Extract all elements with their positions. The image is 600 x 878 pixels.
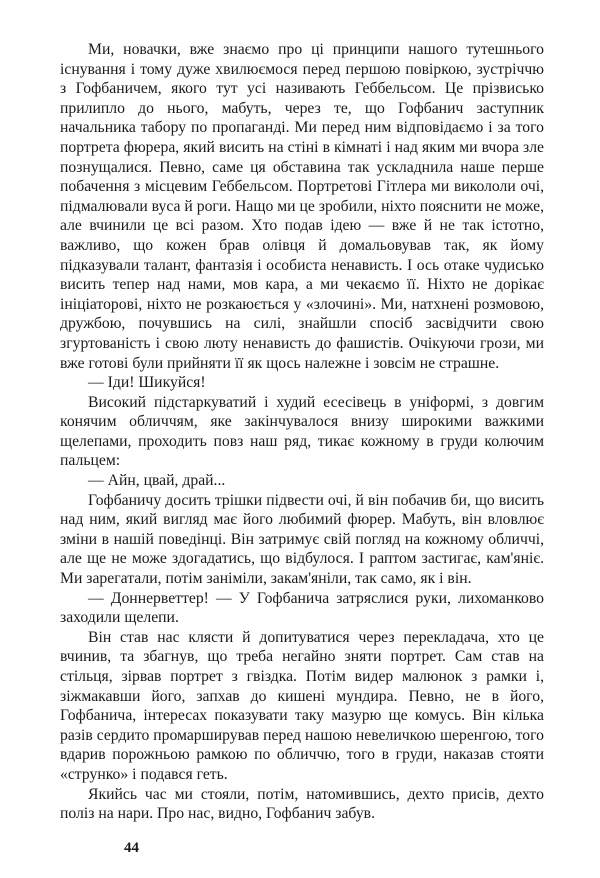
paragraph-1: Ми, новачки, вже знаємо про ці принципи нашого тутешнього існування і тому дуже хвилюємося перед першою повіркою, зустріччю з Гофбаничем, якого тут усі називають Геббельсом. Це прізвисько прилипло до нього, мабуть, через те, що Гофбанич заступник начальника табору по пропаганді. Ми перед ним відповідаємо і за того портрета фюрера, який висить на стіні в кімнаті і над яким ми вчора зле познущалися. Певно, саме ця обставина так ускладнила наше перше побачення з місцевим Геббельсом. Портретові Гітлера ми викололи очі, підмалювали вуса й роги. Нащо ми це зробили, ніхто пояснити не може, але вчинили це всі разом. Хто подав ідею — вже й не так істотно, важливо, що кожен брав олівця й домальовував так, як йому підказували талант, фантазія і особиста ненависть. І ось отаке чудисько висить тепер над нами, мов кара, а ми чекаємо її. Ніхто не дорікає ініціаторові, ніхто не розкаюється у «злочині». Ми, натхнені розмовою, дружбою, почувшись на силі, знайшли спосіб засвідчити свою згуртованість і свою люту ненависть до фашистів. Очікуючи грози, ми вже готові були прийняти її як щось належне і зовсім не страшне. (60, 41, 544, 372)
paragraph-2: — Іди! Шикуйся! (88, 374, 206, 392)
paragraph-5: Гофбаничу досить трішки підвести очі, й він побачив би, що висить над ним, який вигляд має його любимий фюрер. Мабуть, він вловлює зміни в нашій поведінці. Він затримує свій погляд на кожному обличчі, але ще не може здогадатись, що відбулося. І раптом застигає, кам'яніє. Ми зарегатали, потім заніміли, закам'яніли, так само, як і він. (60, 491, 544, 588)
page-body (60, 40, 544, 824)
paragraph-8: Якийсь час ми стояли, потім, натомившись, дехто присів, дехто поліз на нари. Про нас, видно, Гофбанич забув. (60, 785, 544, 823)
page-number: 44 (124, 840, 139, 856)
paragraph-6: — Доннерветтер! — У Гофбанича затряслися руки, лихоманково заходили щелепи. (60, 589, 544, 627)
paragraph-4: — Айн, цвай, драй... (88, 472, 226, 490)
paragraph-3: Високий підстаркуватий і худий есесівець в уніформі, з довгим конячим обличчям, яке закінчувалося внизу широкими важкими щелепами, проходить повз наш ряд, тикає кожному в груди колючим пальцем: (60, 393, 544, 470)
main-text (60, 40, 544, 824)
paragraph-7: Він став нас клясти й допитуватися через перекладача, хто це вчинив, та збагнув, що треба негайно зняти портрет. Сам став на стільця, зірвав портрет з гвіздка. Потім видер малюнок з рамки і, зіжмакавши його, запхав до кишені мундира. Певно, не в його, Гофбанича, інтересах показувати таку мазурю ще комусь. Він кілька разів сердито промарширував перед нашою невеличкою шеренгою, того вдарив порожньою рамкою по обличчю, того в груди, наказав стояти «струнко» і подався геть. (60, 628, 545, 783)
